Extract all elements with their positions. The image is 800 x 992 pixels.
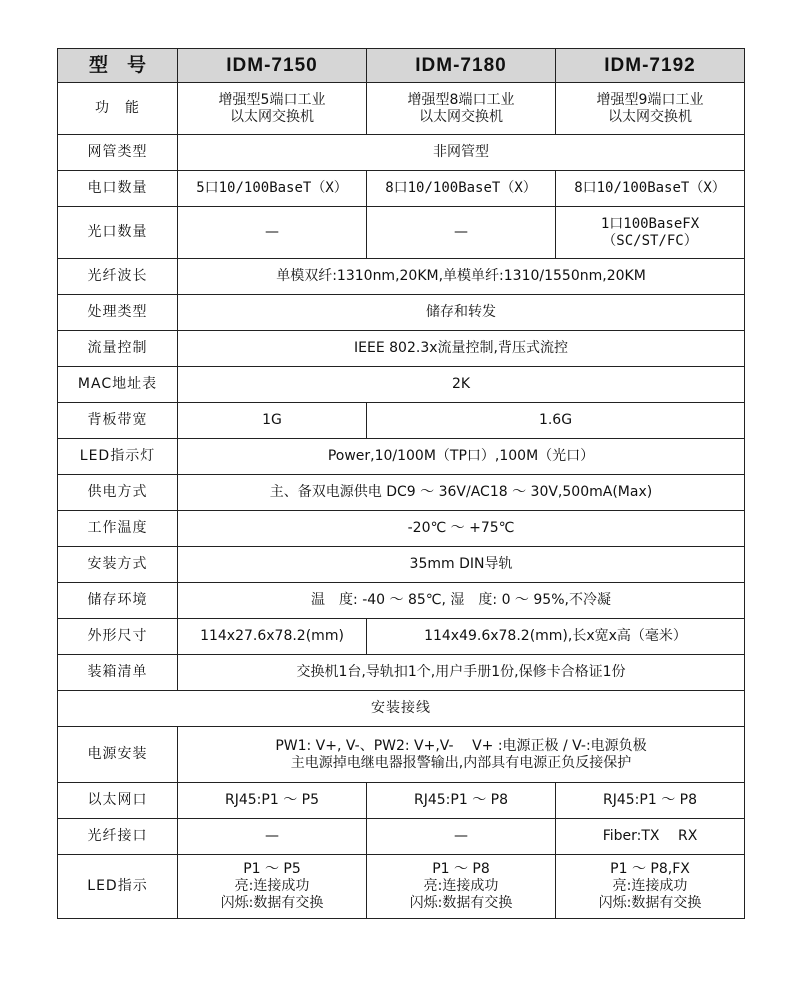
dimensions-row — [58, 619, 745, 655]
backplane-row — [58, 403, 745, 439]
package-label: 装箱清单 — [58, 655, 178, 691]
electrical-ports-label: 电口数量 — [58, 171, 178, 207]
header-row — [58, 49, 745, 83]
processing-label: 处理类型 — [58, 295, 178, 331]
wavelength-value: 单模双纤:1310nm,20KM,单模单纤:1310/1550nm,20KM — [178, 259, 745, 295]
package-row — [58, 655, 745, 691]
mac-table-value: 2K — [178, 367, 745, 403]
ethernet-cell: RJ45:P1 ～ P5 — [178, 783, 367, 819]
dimensions-cell: 114x27.6x78.2(mm) — [178, 619, 367, 655]
ethernet-cell: RJ45:P1 ～ P8 — [556, 783, 745, 819]
wavelength-row — [58, 259, 745, 295]
ethernet-cell: RJ45:P1 ～ P8 — [367, 783, 556, 819]
led-status-cell: P1 ～ P5 亮:连接成功 闪烁:数据有交换 — [178, 855, 367, 919]
management-value: 非网管型 — [178, 135, 745, 171]
electrical-ports-cell: 8口10/100BaseT（X） — [367, 171, 556, 207]
function-cell: 增强型9端口工业 以太网交换机 — [556, 83, 745, 135]
backplane-cell: 1.6G — [367, 403, 745, 439]
flow-control-label: 流量控制 — [58, 331, 178, 367]
power-value: 主、备双电源供电 DC9 ～ 36V/AC18 ～ 30V,500mA(Max) — [178, 475, 745, 511]
install-section-title: 安装接线 — [58, 691, 745, 727]
flow-control-value: IEEE 802.3x流量控制,背压式流控 — [178, 331, 745, 367]
power-install-label: 电源安装 — [58, 727, 178, 783]
backplane-label: 背板带宽 — [58, 403, 178, 439]
fiber-cell: — — [178, 819, 367, 855]
model-idm-7150: IDM-7150 — [178, 49, 367, 83]
function-cell: 增强型5端口工业 以太网交换机 — [178, 83, 367, 135]
temperature-label: 工作温度 — [58, 511, 178, 547]
led-status-cell: P1 ～ P8 亮:连接成功 闪烁:数据有交换 — [367, 855, 556, 919]
led-status-cell: P1 ～ P8,FX 亮:连接成功 闪烁:数据有交换 — [556, 855, 745, 919]
fiber-row — [58, 819, 745, 855]
power-row — [58, 475, 745, 511]
storage-value: 温 度: -40 ～ 85℃, 湿 度: 0 ～ 95%,不冷凝 — [178, 583, 745, 619]
storage-label: 储存环境 — [58, 583, 178, 619]
temperature-row — [58, 511, 745, 547]
temperature-value: -20℃ ～ +75℃ — [178, 511, 745, 547]
ethernet-label: 以太网口 — [58, 783, 178, 819]
power-install-value: PW1: V+, V-、PW2: V+,V- V+ :电源正极 / V-:电源负极 主电源掉电继电器报警输出,内部具有电源正负反接保护 — [178, 727, 745, 783]
processing-row — [58, 295, 745, 331]
dimensions-label: 外形尺寸 — [58, 619, 178, 655]
wavelength-label: 光纤波长 — [58, 259, 178, 295]
power-install-row — [58, 727, 745, 783]
install-section-row — [58, 691, 745, 727]
package-value: 交换机1台,导轨扣1个,用户手册1份,保修卡合格证1份 — [178, 655, 745, 691]
optical-ports-row — [58, 207, 745, 259]
function-row — [58, 83, 745, 135]
model-idm-7180: IDM-7180 — [367, 49, 556, 83]
header-label: 型 号 — [58, 49, 178, 83]
electrical-ports-row — [58, 171, 745, 207]
optical-ports-cell: — — [178, 207, 367, 259]
fiber-cell: — — [367, 819, 556, 855]
storage-row — [58, 583, 745, 619]
management-label: 网管类型 — [58, 135, 178, 171]
fiber-cell: Fiber:TX RX — [556, 819, 745, 855]
dimensions-cell: 114x49.6x78.2(mm),长x宽x高（毫米） — [367, 619, 745, 655]
spec-table — [57, 48, 745, 919]
mac-table-label: MAC地址表 — [58, 367, 178, 403]
ethernet-row — [58, 783, 745, 819]
led-status-row — [58, 855, 745, 919]
optical-ports-cell: — — [367, 207, 556, 259]
function-label: 功 能 — [58, 83, 178, 135]
electrical-ports-cell: 5口10/100BaseT（X） — [178, 171, 367, 207]
mounting-value: 35mm DIN导轨 — [178, 547, 745, 583]
led-row — [58, 439, 745, 475]
management-row — [58, 135, 745, 171]
backplane-cell: 1G — [178, 403, 367, 439]
processing-value: 储存和转发 — [178, 295, 745, 331]
optical-ports-label: 光口数量 — [58, 207, 178, 259]
function-cell: 增强型8端口工业 以太网交换机 — [367, 83, 556, 135]
model-idm-7192: IDM-7192 — [556, 49, 745, 83]
mounting-row — [58, 547, 745, 583]
optical-ports-cell: 1口100BaseFX （SC/ST/FC） — [556, 207, 745, 259]
mounting-label: 安装方式 — [58, 547, 178, 583]
led-status-label: LED指示 — [58, 855, 178, 919]
fiber-label: 光纤接口 — [58, 819, 178, 855]
flow-control-row — [58, 331, 745, 367]
electrical-ports-cell: 8口10/100BaseT（X） — [556, 171, 745, 207]
power-label: 供电方式 — [58, 475, 178, 511]
led-label: LED指示灯 — [58, 439, 178, 475]
mac-table-row — [58, 367, 745, 403]
led-value: Power,10/100M（TP口）,100M（光口） — [178, 439, 745, 475]
